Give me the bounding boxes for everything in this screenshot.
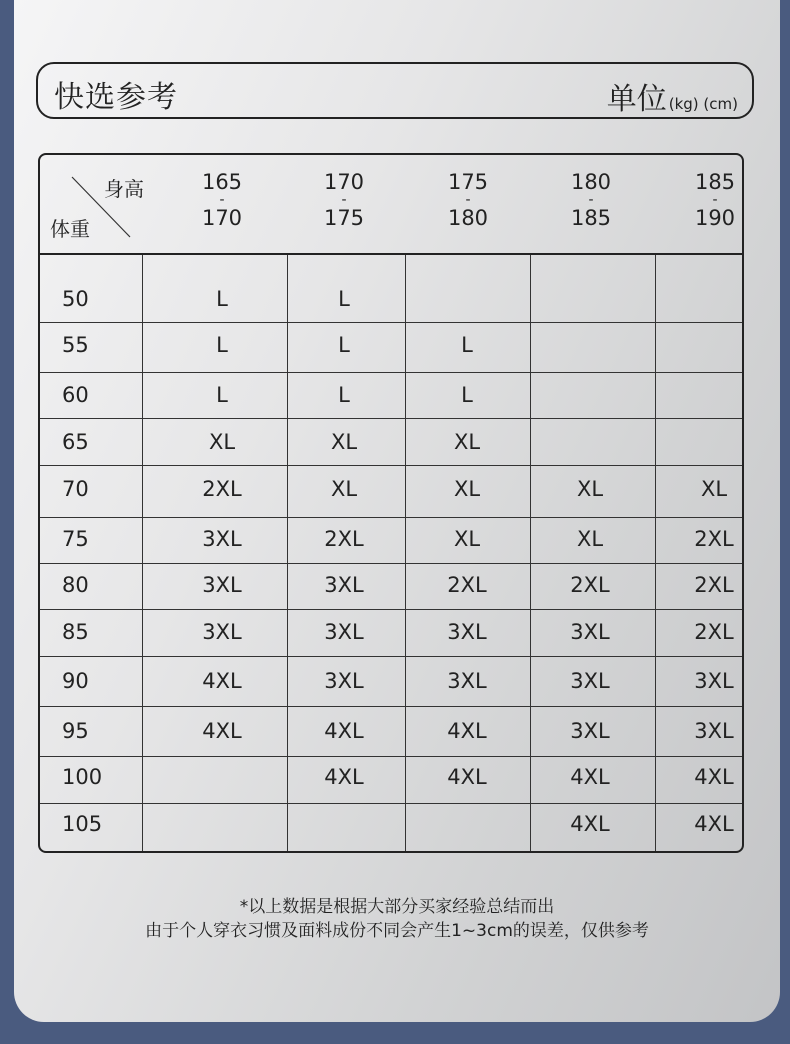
size-table	[38, 153, 744, 853]
size-cell: 4XL	[202, 669, 242, 693]
height-range-to: 185	[570, 206, 612, 230]
height-column-header	[428, 170, 508, 230]
height-range-from: 175	[447, 170, 489, 194]
weight-cell: 95	[62, 719, 89, 743]
height-column-header	[551, 170, 631, 230]
height-column-header	[304, 170, 384, 230]
weight-cell: 65	[62, 430, 89, 454]
weight-cell: 55	[62, 333, 89, 357]
size-cell: 2XL	[324, 527, 364, 551]
height-range-sep: -	[465, 192, 471, 208]
size-cell: XL	[700, 477, 728, 501]
size-cell: L	[216, 287, 228, 311]
column-divider	[287, 255, 288, 853]
weight-cell: 105	[62, 812, 103, 836]
height-range-to: 175	[323, 206, 365, 230]
size-cell: 3XL	[694, 669, 734, 693]
size-cell: XL	[330, 477, 358, 501]
size-cell: XL	[453, 477, 481, 501]
height-column-header	[675, 170, 744, 230]
size-cell: 3XL	[324, 620, 364, 644]
size-cell: L	[338, 287, 350, 311]
size-cell: XL	[330, 430, 358, 454]
size-cell: 2XL	[570, 573, 610, 597]
height-range-sep: -	[341, 192, 347, 208]
row-divider	[40, 517, 742, 518]
size-cell: 3XL	[447, 669, 487, 693]
weight-cell: 70	[62, 477, 89, 501]
size-cell: XL	[453, 527, 481, 551]
size-cell: 2XL	[694, 573, 734, 597]
size-cell: 3XL	[570, 719, 610, 743]
height-range-from: 170	[323, 170, 365, 194]
size-cell: L	[216, 383, 228, 407]
unit-info	[607, 74, 738, 118]
size-cell: 4XL	[324, 765, 364, 789]
size-cell: 4XL	[570, 765, 610, 789]
unit-label: 单位	[606, 82, 667, 117]
row-divider	[40, 465, 742, 466]
table-header	[40, 155, 742, 255]
size-cell: 2XL	[694, 527, 734, 551]
height-range-from: 180	[570, 170, 612, 194]
size-cell: 3XL	[447, 620, 487, 644]
row-divider	[40, 372, 742, 373]
height-axis-label: 身高	[104, 177, 144, 201]
weight-cell: 90	[62, 669, 89, 693]
unit-detail: (kg) (cm)	[668, 95, 738, 113]
row-divider	[40, 418, 742, 419]
note-line-2: 由于个人穿衣习惯及面料成份不同会产生1~3cm的误差，仅供参考	[145, 921, 649, 941]
height-range-from: 165	[201, 170, 243, 194]
size-cell: L	[461, 383, 473, 407]
row-divider	[40, 322, 742, 323]
column-divider	[530, 255, 531, 853]
size-cell: L	[338, 333, 350, 357]
note-line-1: *以上数据是根据大部分买家经验总结而出	[239, 897, 555, 917]
row-divider	[40, 706, 742, 707]
height-range-sep: -	[588, 192, 594, 208]
size-cell: 3XL	[324, 669, 364, 693]
size-cell: 2XL	[202, 477, 242, 501]
size-cell: XL	[453, 430, 481, 454]
size-cell: 4XL	[202, 719, 242, 743]
column-divider	[142, 255, 143, 853]
size-cell: XL	[576, 477, 604, 501]
size-cell: L	[216, 333, 228, 357]
height-range-to: 180	[447, 206, 489, 230]
height-range-to: 190	[694, 206, 736, 230]
weight-axis-label: 体重	[50, 217, 90, 241]
size-cell: L	[461, 333, 473, 357]
row-divider	[40, 609, 742, 610]
size-cell: 4XL	[694, 765, 734, 789]
height-column-header	[182, 170, 262, 230]
height-range-to: 170	[201, 206, 243, 230]
weight-cell: 80	[62, 573, 89, 597]
column-divider	[655, 255, 656, 853]
weight-cell: 85	[62, 620, 89, 644]
size-cell: 4XL	[324, 719, 364, 743]
row-divider	[40, 656, 742, 657]
weight-cell: 60	[62, 383, 89, 407]
size-cell: 3XL	[324, 573, 364, 597]
size-cell: 3XL	[694, 719, 734, 743]
quick-select-title: 快选参考	[54, 80, 178, 115]
weight-cell: 100	[62, 765, 103, 789]
size-cell: 4XL	[694, 812, 734, 836]
size-cell: 2XL	[447, 573, 487, 597]
column-divider	[405, 255, 406, 853]
weight-cell: 50	[62, 287, 89, 311]
size-cell: 3XL	[202, 620, 242, 644]
row-divider	[40, 563, 742, 564]
size-cell: 4XL	[570, 812, 610, 836]
size-cell: XL	[576, 527, 604, 551]
size-cell: L	[338, 383, 350, 407]
size-cell: 3XL	[570, 669, 610, 693]
size-cell: 3XL	[202, 573, 242, 597]
row-divider	[40, 803, 742, 804]
row-divider	[40, 756, 742, 757]
height-range-sep: -	[712, 192, 718, 208]
size-cell: 3XL	[570, 620, 610, 644]
size-cell: 3XL	[202, 527, 242, 551]
height-range-from: 185	[694, 170, 736, 194]
size-cell: 4XL	[447, 719, 487, 743]
size-cell: XL	[208, 430, 236, 454]
weight-cell: 75	[62, 527, 89, 551]
size-cell: 2XL	[694, 620, 734, 644]
quick-select-bar	[36, 62, 754, 119]
height-range-sep: -	[219, 192, 225, 208]
size-cell: 4XL	[447, 765, 487, 789]
